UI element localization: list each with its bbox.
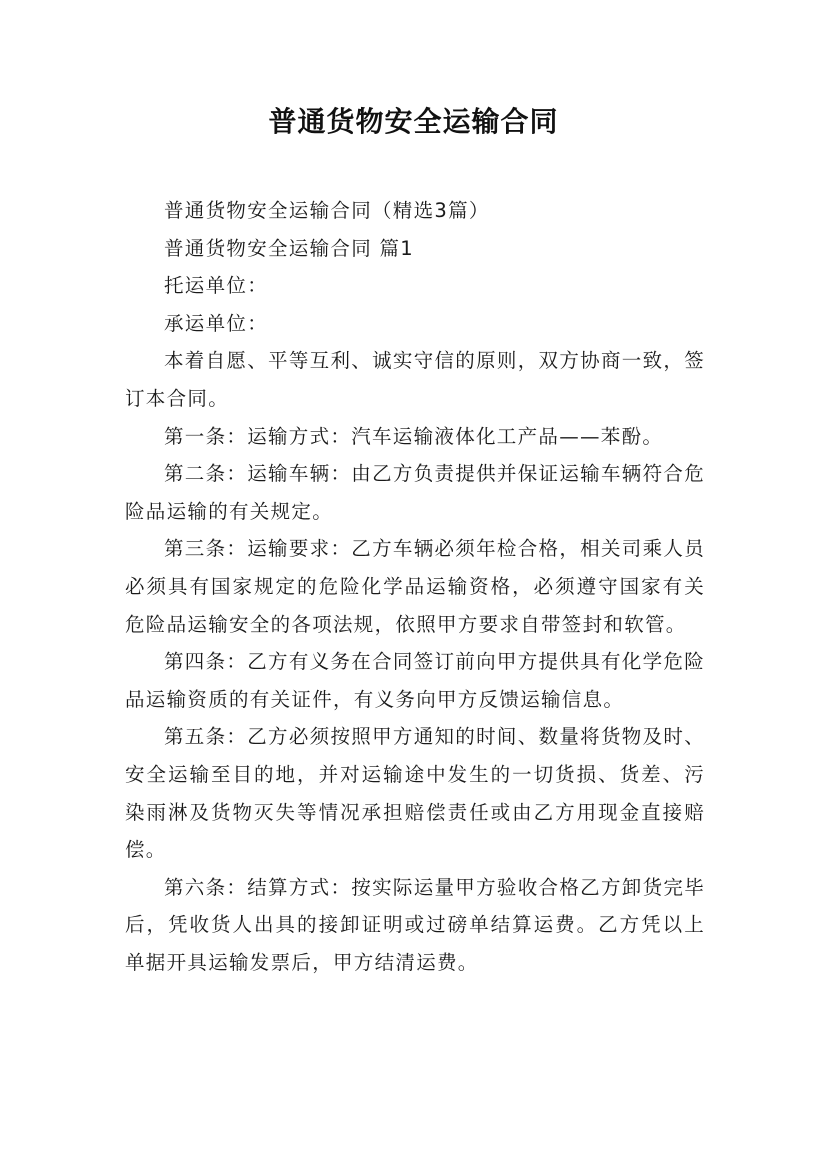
paragraph-article-6: 第六条：结算方式：按实际运量甲方验收合格乙方卸货完毕后，凭收货人出具的接卸证明或过磅单结算运费。乙方凭以上单据开具运输发票后，甲方结清运费。	[125, 875, 705, 974]
paragraph-article-1: 第一条：运输方式：汽车运输液体化工产品——苯酚。	[164, 424, 664, 448]
paragraph-article-2: 第二条：运输车辆：由乙方负责提供并保证运输车辆符合危险品运输的有关规定。	[125, 462, 705, 523]
paragraph-preamble: 本着自愿、平等互利、诚实守信的原则，双方协商一致，签订本合同。	[125, 349, 705, 410]
paragraph-article-5: 第五条：乙方必须按照甲方通知的时间、数量将货物及时、安全运输至目的地，并对运输途中发生的一切货损、货差、污染雨淋及货物灭失等情况承担赔偿责任或由乙方用现金直接赔偿。	[125, 725, 705, 862]
paragraph-carrier: 承运单位：	[164, 311, 269, 335]
document-body	[125, 192, 705, 981]
paragraph-subtitle: 普通货物安全运输合同（精选3篇）	[164, 199, 490, 222]
paragraph-article-4: 第四条：乙方有义务在合同签订前向甲方提供具有化学危险品运输资质的有关证件，有义务向甲方反馈运输信息。	[125, 650, 705, 711]
paragraph-section-heading: 普通货物安全运输合同 篇1	[164, 236, 415, 260]
document-title: 普通货物安全运输合同	[268, 105, 559, 138]
paragraph-article-3: 第三条：运输要求：乙方车辆必须年检合格，相关司乘人员必须具有国家规定的危险化学品运输资格，必须遵守国家有关危险品运输安全的各项法规，依照甲方要求自带签封和软管。	[125, 537, 705, 636]
paragraph-consignor: 托运单位：	[164, 274, 269, 298]
